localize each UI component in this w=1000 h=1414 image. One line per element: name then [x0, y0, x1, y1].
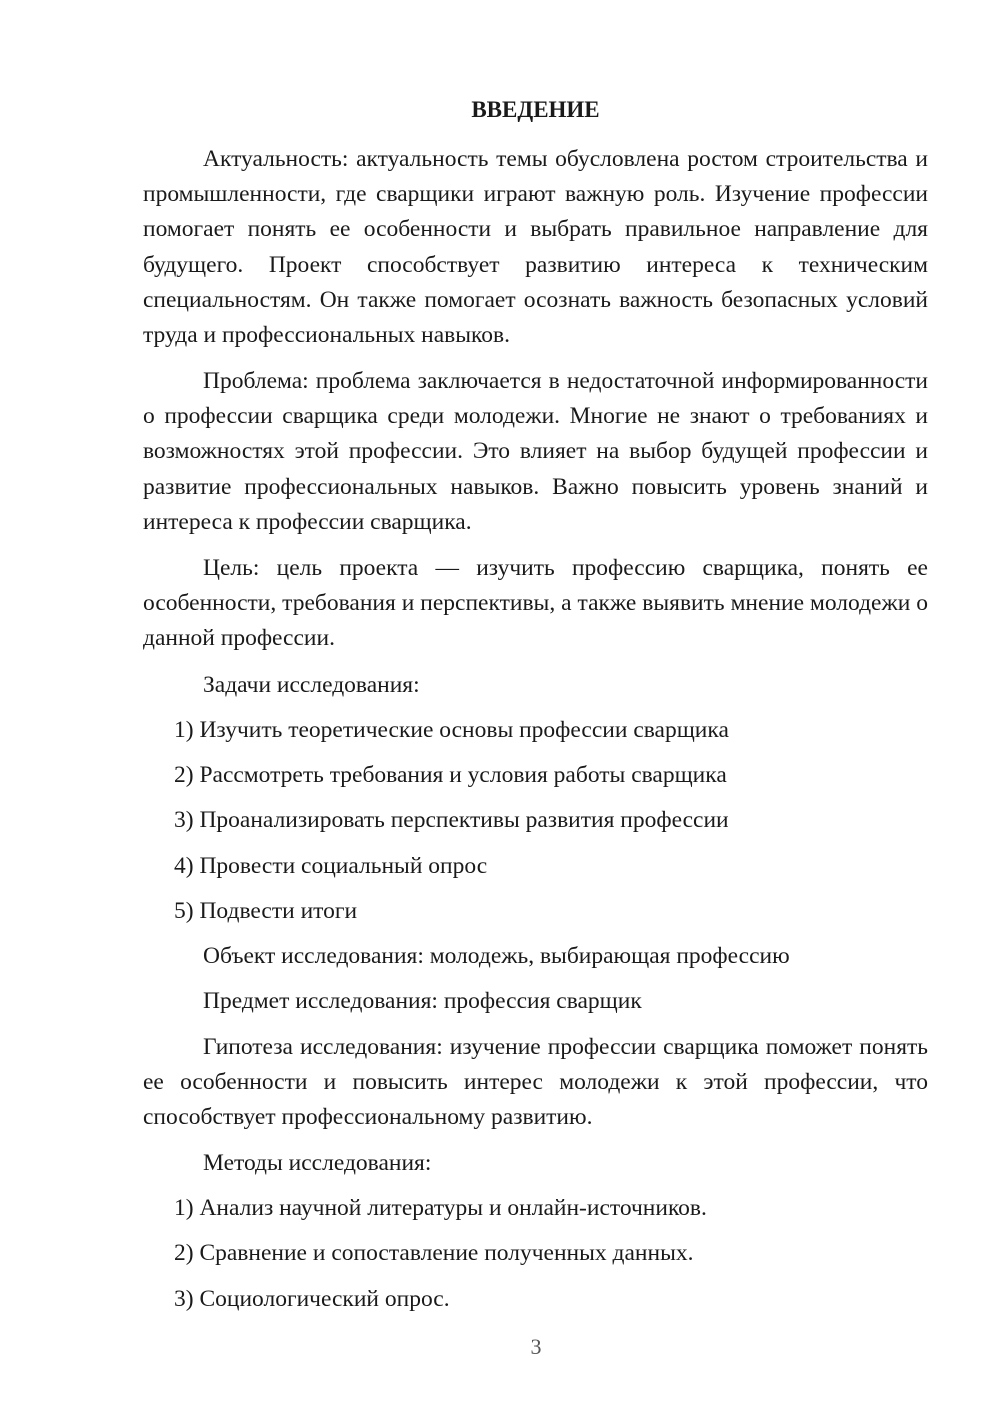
task-item-2: 2) Рассмотреть требования и условия работы сварщика [174, 762, 727, 788]
goal-paragraph: Цель: цель проекта — изучить профессию сварщика, понять ее особенности, требования и перспективы, а также выявить мнение молодежи о данной профессии. [143, 555, 928, 652]
method-item-2: 2) Сравнение и сопоставление полученных данных. [174, 1240, 694, 1266]
section-heading: ВВЕДЕНИЕ [471, 97, 600, 122]
methods-title: Методы исследования: [203, 1150, 432, 1176]
problem-paragraph: Проблема: проблема заключается в недостаточной информированности о профессии сварщика среди молодежи. Многие не знают о требованиях и возможностях этой профессии. Это влияет на выбор будущей профессии и развитие профессиональных навыков. Важно повысить уровень знаний и интереса к профессии сварщика. [143, 368, 928, 535]
task-item-5: 5) Подвести итоги [174, 898, 358, 924]
relevance-paragraph: Актуальность: актуальность темы обусловлена ростом строительства и промышленности, где сварщики играют важную роль. Изучение профессии помогает понять ее особенности и выбрать правильное направление для будущего. Проект способствует развитию интереса к техническим специальностям. Он также помогает осознать важность безопасных условий труда и профессиональных навыков. [143, 146, 928, 349]
page-number: 3 [530, 1334, 542, 1359]
task-item-1: 1) Изучить теоретические основы профессии сварщика [174, 717, 729, 743]
hypothesis-paragraph: Гипотеза исследования: изучение профессии сварщика поможет понять ее особенности и повысить интерес молодежи к этой профессии, что способствует профессиональному развитию. [143, 1034, 928, 1131]
research-object: Объект исследования: молодежь, выбирающая профессию [203, 943, 790, 969]
task-item-4: 4) Провести социальный опрос [174, 853, 488, 879]
method-item-3: 3) Социологический опрос. [174, 1286, 450, 1312]
method-item-1: 1) Анализ научной литературы и онлайн-источников. [174, 1195, 707, 1221]
research-subject: Предмет исследования: профессия сварщик [203, 988, 642, 1014]
task-item-3: 3) Проанализировать перспективы развития профессии [174, 807, 729, 833]
tasks-title: Задачи исследования: [203, 672, 420, 698]
